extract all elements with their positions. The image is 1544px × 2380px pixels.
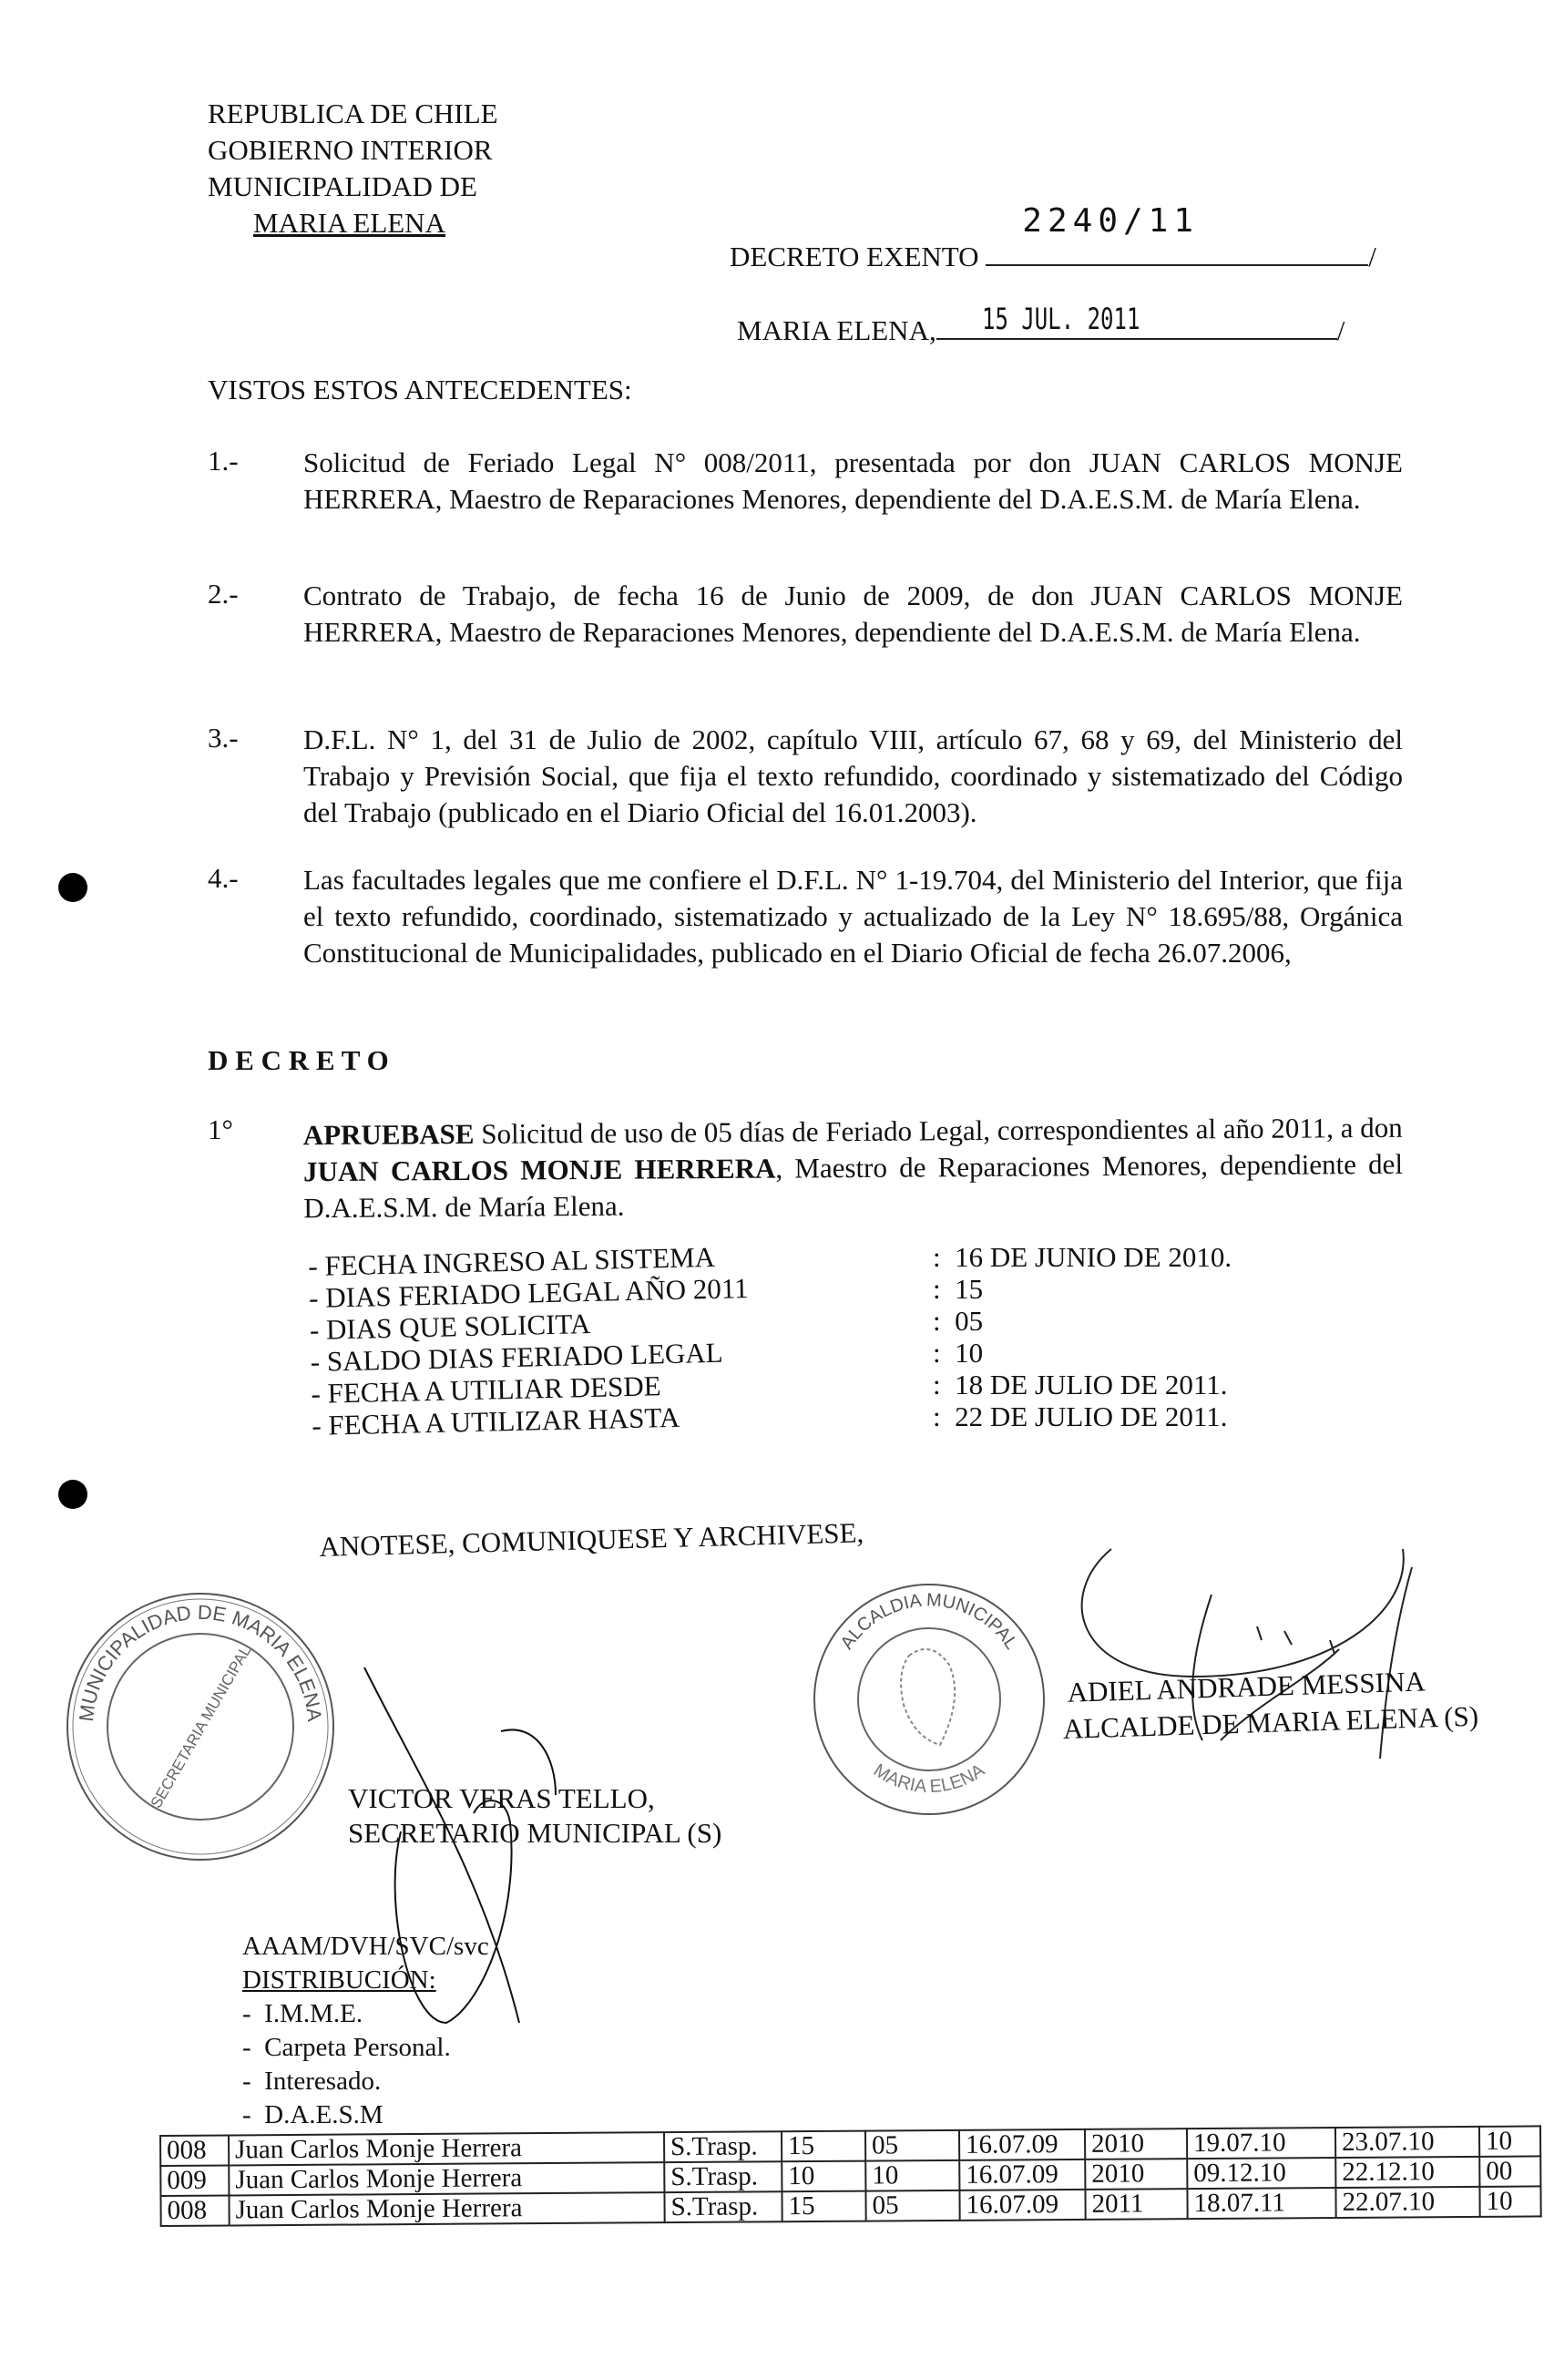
item-number: 4.- bbox=[208, 862, 239, 894]
letterhead-line: REPUBLICA DE CHILE bbox=[208, 97, 498, 129]
letterhead-line: GOBIERNO INTERIOR bbox=[208, 134, 493, 166]
stamp-bottom-text: MARIA ELENA bbox=[869, 1759, 989, 1798]
letterhead bbox=[208, 96, 498, 241]
binder-hole bbox=[58, 1480, 87, 1509]
details-values bbox=[933, 1241, 1232, 1432]
detail-row bbox=[933, 1369, 1232, 1400]
table-cell: 16.07.09 bbox=[959, 2129, 1085, 2160]
table-cell: 008 bbox=[160, 2135, 229, 2166]
table-cell: 10 bbox=[1479, 2186, 1540, 2216]
item-text: Solicitud de Feriado Legal N° 008/2011, presentada por don JUAN CARLOS MONJE HERRERA, Maestro de Reparaciones Menores, dependiente del D.A.E.S.M. de María Elena. bbox=[303, 446, 1403, 515]
table-cell: 16.07.09 bbox=[959, 2190, 1085, 2221]
table-cell: Juan Carlos Monje Herrera bbox=[229, 2162, 664, 2195]
table-cell: 22.07.10 bbox=[1335, 2187, 1479, 2218]
stamp-outer-text: MUNICIPALIDAD DE MARIA ELENA bbox=[74, 1600, 327, 1723]
decree-number-field bbox=[986, 202, 1368, 266]
mayor-signature-block bbox=[1061, 1662, 1479, 1748]
item-number: 2.- bbox=[208, 578, 239, 610]
closing-formula: ANOTESE, COMUNIQUESE Y ARCHIVESE, bbox=[319, 1516, 864, 1563]
slash: / bbox=[1368, 241, 1376, 272]
distribution-item: - Interesado. bbox=[242, 2067, 382, 2096]
distribution-item-label: I.M.M.E. bbox=[264, 1999, 363, 2028]
colon: : bbox=[933, 1305, 941, 1337]
table-cell: Juan Carlos Monje Herrera bbox=[229, 2192, 664, 2225]
table-cell: 23.07.10 bbox=[1335, 2127, 1479, 2158]
binder-hole bbox=[58, 873, 87, 902]
article-bold: JUAN CARLOS MONJE HERRERA bbox=[302, 1152, 776, 1188]
article-text-part: Solicitud de uso de 05 días de Feriado Legal, correspondientes al año 2011, a don bbox=[474, 1111, 1403, 1150]
table-cell: 05 bbox=[865, 2190, 959, 2221]
distribution-title: DISTRIBUCIÓN: bbox=[242, 1965, 436, 1995]
item-text: Las facultades legales que me confiere el D.F.L. N° 1-19.704, del Ministerio del Interior, que fija el texto refundido, coordinado, sistematizado y actualizado de la Ley N° 18.695/88, Orgánica Constitucional de Municipalidades, publicado en el Diario Oficial de fecha 26.07.2006, bbox=[303, 864, 1403, 969]
colon: : bbox=[933, 1369, 941, 1400]
item-number: 3.- bbox=[208, 722, 239, 754]
letterhead-line: MUNICIPALIDAD DE bbox=[208, 170, 477, 202]
table-cell: 05 bbox=[865, 2130, 959, 2161]
detail-label: - DIAS QUE SOLICITA bbox=[309, 1307, 591, 1346]
detail-value: 05 bbox=[955, 1305, 984, 1337]
secretary-title: SECRETARIO MUNICIPAL (S) bbox=[348, 1817, 722, 1849]
secretaria-stamp bbox=[64, 1590, 337, 1863]
secretary-signature-block bbox=[348, 1781, 721, 1851]
alcaldia-stamp bbox=[811, 1581, 1048, 1818]
table-cell: 00 bbox=[1479, 2156, 1540, 2186]
article-text-part: , Maestro de Reparaciones Menores, dependiente del D.A.E.S.M. de María Elena. bbox=[303, 1147, 1404, 1225]
table-cell: 10 bbox=[782, 2161, 865, 2192]
colon: : bbox=[933, 1400, 941, 1432]
coat-of-arms-icon bbox=[901, 1649, 955, 1745]
table-cell: 18.07.11 bbox=[1187, 2188, 1335, 2219]
table-cell: 15 bbox=[782, 2131, 865, 2162]
item-text: Contrato de Trabajo, de fecha 16 de Junio de 2009, de don JUAN CARLOS MONJE HERRERA, Maestro de Reparaciones Menores, dependiente del D.A.E.S.M. de María Elena. bbox=[303, 580, 1403, 648]
colon: : bbox=[933, 1337, 941, 1369]
table-cell: 19.07.10 bbox=[1187, 2128, 1335, 2159]
place-label: MARIA ELENA, bbox=[737, 314, 936, 346]
table-cell: 2011 bbox=[1085, 2189, 1187, 2220]
decree-date-field bbox=[936, 302, 1337, 340]
leave-record-table bbox=[159, 2125, 1542, 2227]
distribution-item: - Carpeta Personal. bbox=[242, 2033, 451, 2062]
table-cell: S.Trasp. bbox=[664, 2161, 782, 2192]
stamp-inner-text: SECRETARIA MUNICIPAL bbox=[147, 1642, 255, 1811]
initials: AAAM/DVH/SVC/svc bbox=[242, 1932, 489, 1961]
table-cell: 10 bbox=[1479, 2126, 1540, 2156]
table-cell: 008 bbox=[160, 2195, 229, 2226]
detail-label: - FECHA A UTILIAR DESDE bbox=[311, 1370, 661, 1410]
decree-number-line bbox=[730, 202, 1376, 273]
table-cell: 09.12.10 bbox=[1187, 2158, 1335, 2189]
distribution-item-label: Carpeta Personal. bbox=[264, 2033, 451, 2062]
table-cell: 15 bbox=[782, 2191, 865, 2222]
vistos-title: VISTOS ESTOS ANTECEDENTES: bbox=[208, 374, 632, 405]
detail-row bbox=[933, 1273, 1232, 1305]
decree-number: 2240/11 bbox=[1022, 202, 1200, 240]
detail-label: - FECHA INGRESO AL SISTEMA bbox=[308, 1240, 716, 1282]
detail-row bbox=[933, 1241, 1232, 1273]
item-number: 1.- bbox=[208, 445, 239, 477]
article-number: 1° bbox=[208, 1113, 233, 1145]
decree-date: 15 JUL. 2011 bbox=[981, 302, 1140, 336]
article-text bbox=[303, 1110, 1404, 1226]
table-cell: 10 bbox=[865, 2160, 959, 2191]
letterhead-line: MARIA ELENA bbox=[253, 207, 445, 239]
decreto-title: D E C R E T O bbox=[208, 1044, 389, 1076]
detail-row bbox=[933, 1337, 1232, 1369]
mayor-title: ALCALDE DE MARIA ELENA (S) bbox=[1062, 1699, 1479, 1745]
table-cell: S.Trasp. bbox=[664, 2131, 782, 2162]
detail-row bbox=[933, 1305, 1232, 1337]
details-labels bbox=[308, 1240, 752, 1441]
distribution-item-label: Interesado. bbox=[264, 2067, 382, 2096]
detail-value: 15 bbox=[955, 1273, 984, 1305]
distribution-item: - D.A.E.S.M bbox=[242, 2100, 383, 2129]
distribution-item: - I.M.M.E. bbox=[242, 1999, 363, 2028]
table-cell: 2010 bbox=[1085, 2129, 1187, 2159]
table-cell: 16.07.09 bbox=[959, 2159, 1085, 2190]
mayor-name: ADIEL ANDRADE MESSINA bbox=[1067, 1665, 1426, 1708]
detail-value: 16 DE JUNIO DE 2010. bbox=[955, 1241, 1232, 1273]
table-cell: 2010 bbox=[1085, 2159, 1187, 2190]
detail-row bbox=[933, 1400, 1232, 1432]
item-text: D.F.L. N° 1, del 31 de Julio de 2002, capítulo VIII, artículo 67, 68 y 69, del Ministerio del Trabajo y Previsión Social, que fija el texto refundido, coordinado y sistematizado del Código del Trabajo (publicado en el Diario Oficial del 16.01.2003). bbox=[303, 723, 1403, 828]
detail-value: 22 DE JULIO DE 2011. bbox=[955, 1400, 1228, 1432]
table-cell: Juan Carlos Monje Herrera bbox=[229, 2132, 664, 2165]
detail-label: - SALDO DIAS FERIADO LEGAL bbox=[310, 1336, 723, 1378]
decree-date-line bbox=[737, 302, 1345, 347]
detail-value: 18 DE JULIO DE 2011. bbox=[955, 1369, 1228, 1400]
article-bold: APRUEBASE bbox=[302, 1117, 475, 1152]
colon: : bbox=[933, 1273, 941, 1305]
secretary-name: VICTOR VERAS TELLO, bbox=[348, 1782, 655, 1814]
decree-label: DECRETO EXENTO bbox=[730, 241, 979, 272]
table-cell: 22.12.10 bbox=[1335, 2157, 1479, 2188]
colon: : bbox=[933, 1241, 941, 1273]
stamp-outer-text: ALCALDIA MUNICIPAL bbox=[836, 1590, 1022, 1654]
distribution-block bbox=[242, 1930, 489, 2132]
distribution-item-label: D.A.E.S.M bbox=[264, 2100, 383, 2129]
detail-label: - FECHA A UTILIZAR HASTA bbox=[311, 1400, 680, 1441]
detail-value: 10 bbox=[955, 1337, 984, 1369]
detail-label: - DIAS FERIADO LEGAL AÑO 2011 bbox=[308, 1272, 749, 1314]
table-cell: S.Trasp. bbox=[664, 2191, 782, 2222]
slash: / bbox=[1336, 314, 1345, 346]
table-cell: 009 bbox=[160, 2165, 229, 2196]
